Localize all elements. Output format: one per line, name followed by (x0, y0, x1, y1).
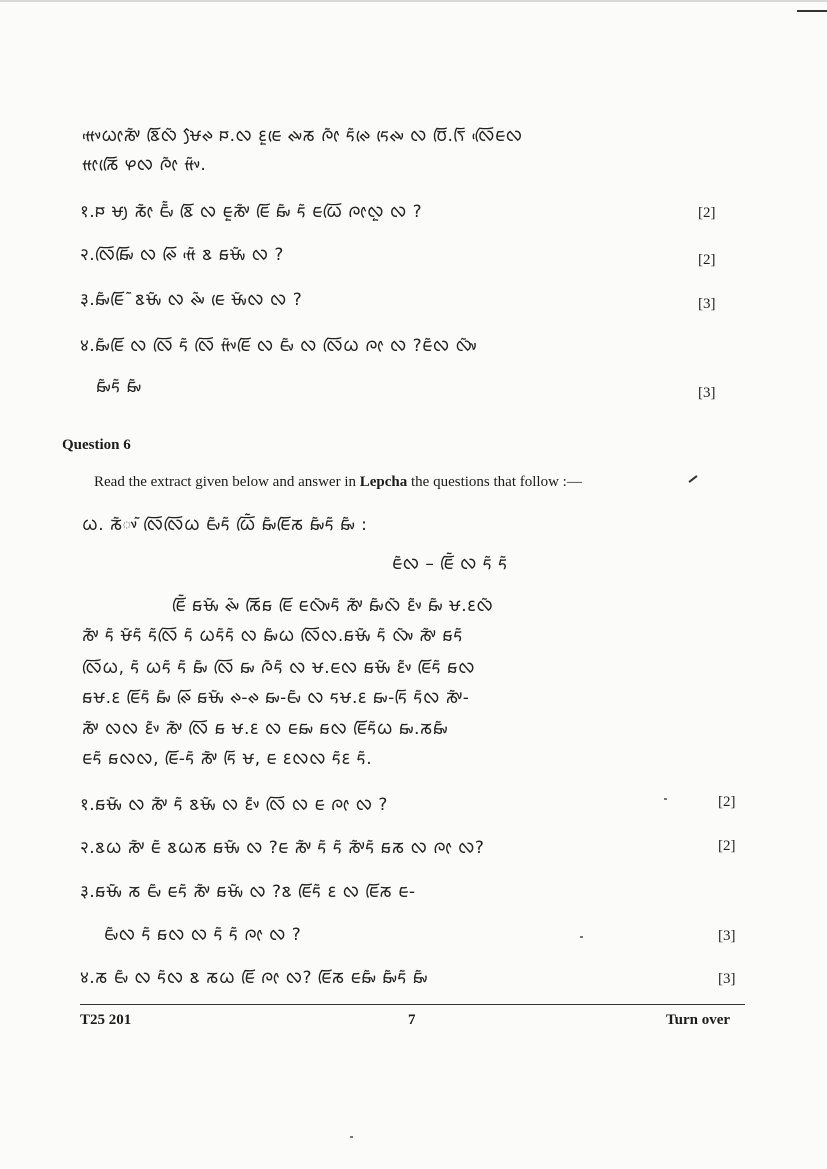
marks-cq1: [2] (698, 205, 716, 221)
question-text: ᰑᰤᰶᰀᰩ ᰶ ᰣᰝᰤᰶ ᰜ ᰊᰤᰶ ᰀᰨ ᰝᰤᰶᰜ ᰜ ? (95, 290, 303, 310)
question-text: ᰕ ᰀᰤᰶ ᰜ ᰁᰶᰜ ᰣ ᰕᰃ ᰀᰩ ᰍᰦ ᰜ? ᰀᰩᰕ ᰀᰑᰤᰶ ᰑᰤᰶᰁᰶ ᰑᰤᰶ (95, 968, 428, 988)
q6-q3 (80, 879, 415, 905)
turn-over: Turn over (666, 1012, 731, 1028)
question-text: ᰑᰝᰤᰶ ᰜ ᰕᰤᰶ ᰁᰶ ᰣᰝᰤᰶ ᰜ ᰚᰤᰶ ᰜᰩ ᰜ ᰀ ᰍᰦ ᰜ ? (95, 795, 388, 815)
passage-line-1: ᰀᰩᰶ ᰑᰝᰤᰶ ᰊᰤᰶ ᰕᰩᰑ ᰀᰩ ᰀᰜᰤᰶᰁᰶ ᰕᰤᰶ ᰑᰤᰶᰜᰶ ᰚᰤᰶ ᰑᰤᰶ ᰝ.ᰚᰜᰶ (172, 596, 494, 616)
passage-title: ᰀᰶᰜ – ᰀᰩᰶ ᰜ ᰁᰶ ᰁᰶ (392, 554, 508, 574)
marks-cq2: [2] (698, 252, 716, 268)
pen-tick (688, 475, 697, 483)
cq1 (80, 199, 422, 225)
q6-q3-continuation: ᰀᰤᰶᰜ ᰁᰶ ᰑᰜ ᰜ ᰁᰶ ᰁᰶ ᰍᰦ ᰜ ? (104, 925, 302, 945)
question-number: १. (80, 795, 96, 815)
question-6-instruction: Read the extract given below and answer in Lepcha the questions that follow :— (94, 474, 582, 490)
question-text: ᰜᰩᰑᰤᰩ ᰜ ᰊᰩ ᰙᰵᰶ ᰣ ᰑᰝᰤᰶ ᰜ ? (95, 245, 284, 265)
question-text: ᰐ ᰝᰪ ᰕᰦᰶ ᰀᰤᰶᰶ ᰣᰩ ᰜ ᰀᰬᰕᰤᰶ ᰀᰩ ᰑᰤᰶ ᰁᰶ ᰀᰃᰩ ᰍᰦᰜᰬ ᰜ ? (95, 202, 423, 222)
marks-cq4: [3] (698, 385, 716, 401)
smudge (580, 936, 583, 938)
marks-q6-3: [3] (718, 928, 736, 944)
marks-q6-4: [3] (718, 971, 736, 987)
question-number: ४. (80, 336, 96, 356)
cq3 (80, 287, 302, 313)
passage-line-2: ᰕᰤᰶ ᰁᰶ ᰝᰶᰁᰶ ᰁᰶᰜᰩ ᰁᰶ ᰃᰁᰶᰁᰶ ᰜ ᰑᰤᰶᰃ ᰜᰩᰜ.ᰑᰝᰤᰶ ᰁᰶ ᰜᰤᰶ ᰕᰤᰶ ᰑᰁᰶ (82, 626, 463, 646)
question-text: ᰑᰤᰶᰀᰩ ᰜ ᰜᰩ ᰁᰶ ᰜᰩ ᰙᰤᰶᰀᰩ ᰜ ᰀᰤᰶ ᰜ ᰜᰩᰃ ᰍᰦ ᰜ ?ᰀᰶᰜ ᰜᰤᰶ (95, 336, 477, 356)
question-number: २. (80, 245, 96, 265)
question-text: ᰣᰃ ᰕᰤᰶ ᰀᰶ ᰣᰃᰕ ᰑᰝᰤᰶ ᰜ ?ᰀ ᰕᰤᰶ ᰁᰶ ᰁᰶ ᰕᰤᰶᰁᰶ ᰑᰕ ᰜ ᰍᰦ ᰜ? (95, 838, 485, 858)
continuation-line-1: ᰙᰤᰵᰃᰦᰕᰤᰶ ᰣᰩᰜᰶ ᰝᰧᰊ ᰐ.ᰜ ᰚᰬᰀᰨ ᰊᰤᰕ ᰍᰦᰶ ᰁᰶᰊᰨ ᰁᰨᰊᰤ ᰜ ᰗᰩ.ᰛᰩ ᰜᰩᰵᰀᰜ (82, 126, 523, 146)
continuation-line-2: ᰙᰦᰕᰩᰨ ᰋᰜ ᰍᰦᰶ ᰙᰤᰶ. (82, 155, 207, 175)
cq4 (80, 333, 477, 359)
cq2 (80, 242, 284, 268)
page-number: 7 (408, 1012, 416, 1028)
smudge (350, 1136, 353, 1138)
passage-line-5: ᰕᰤᰶ ᰜᰜ ᰚᰤᰶ ᰕᰤᰶ ᰜᰩ ᰑ ᰝ.ᰚ ᰜ ᰀᰑᰤ ᰑᰜ ᰀᰩᰁᰶᰃ ᰑᰤ.ᰕᰑᰤᰶ (82, 719, 448, 739)
question-number: २. (80, 838, 96, 858)
marks-q6-1: [2] (718, 794, 736, 810)
q6-q1 (80, 792, 388, 818)
marks-q6-2: [2] (718, 838, 736, 854)
passage-line-6: ᰀᰁᰶ ᰑᰜᰜ, ᰀᰩ-ᰁᰶ ᰕᰤᰶ ᰁᰩ ᰝ, ᰀ ᰚᰜᰜ ᰁᰶᰚ ᰁᰶ. (82, 749, 373, 769)
smudge (664, 798, 667, 800)
question-number: ३. (80, 290, 96, 310)
passage-line-4: ᰑᰝ.ᰚ ᰀᰩᰁᰶ ᰑᰤᰶ ᰊᰩ ᰑᰝᰤᰶ ᰊ-ᰊ ᰑᰤ-ᰀᰤᰶ ᰜ ᰁᰝ.ᰚ ᰑᰤ-ᰁᰩ ᰁᰶᰜ ᰕᰤᰶ- (82, 688, 470, 708)
passage-line-3: ᰜᰩᰃ, ᰁᰶ ᰃᰁᰶ ᰁᰶ ᰑᰤᰶ ᰜᰩ ᰑᰤ ᰍᰶᰁᰶ ᰜ ᰝ.ᰀᰜ ᰑᰝᰤᰶ ᰚᰤᰶ ᰀᰩᰁᰶ ᰑᰜ (82, 658, 476, 678)
corner-mark (797, 10, 827, 12)
footer-rule (80, 1004, 745, 1005)
question-number: १. (80, 202, 96, 222)
paper-code: T25 201 (80, 1012, 132, 1028)
cq4-continuation: ᰑᰤᰶᰁᰶ ᰑᰤᰶ (96, 377, 142, 397)
page-top-edge (0, 0, 827, 2)
question-number: ४. (80, 968, 96, 988)
question-text: ᰑᰝᰤᰶ ᰕ ᰀᰤᰶ ᰀᰁᰶ ᰕᰤᰶ ᰑᰝᰤᰶ ᰜ ?ᰣ ᰀᰩᰁᰶ ᰚ ᰜ ᰀᰩᰕ ᰀ- (95, 882, 416, 902)
question-6-heading: Question 6 (62, 437, 131, 453)
question-6-intro: ᰃ. ᰕᰶᰤᰶ ᰜᰩᰜᰩᰃ ᰀᰤᰶᰁᰶ ᰃᰩᰶ ᰑᰤᰶᰀᰩᰕ ᰑᰤᰶᰁᰶ ᰑᰤᰶ : (82, 515, 368, 535)
q6-q4 (80, 965, 428, 991)
question-number: ३. (80, 882, 96, 902)
marks-cq3: [3] (698, 296, 716, 312)
q6-q2 (80, 835, 484, 861)
